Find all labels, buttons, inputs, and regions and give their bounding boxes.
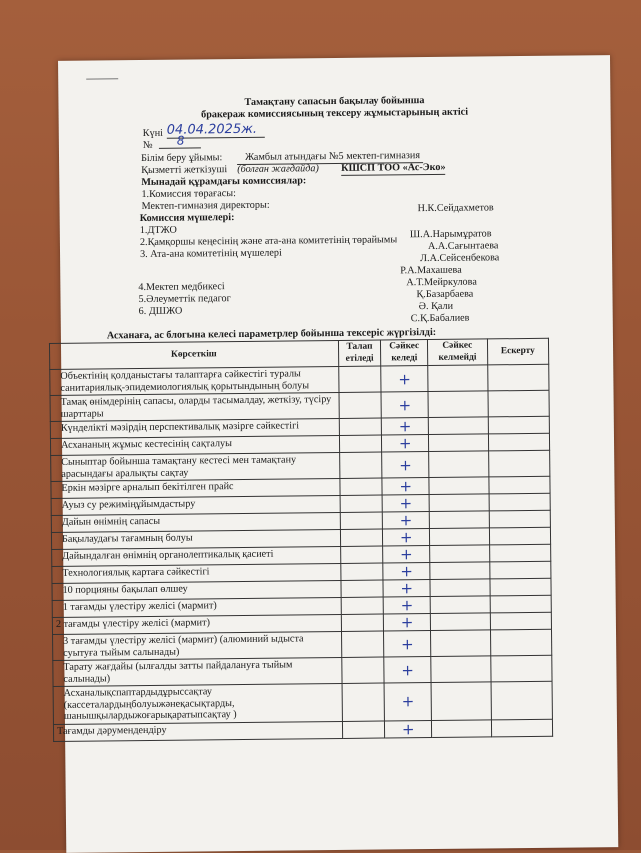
noncompliant-cell (431, 656, 491, 683)
compliant-check-mark: + (383, 563, 430, 580)
noncompliant-cell (428, 391, 488, 418)
composition-heading: Мынадай құрамдағы комиссиялар: (141, 175, 307, 189)
required-cell (340, 529, 383, 546)
org-label: Білім беру ұйымы: (140, 152, 223, 165)
header-noncompliant: Сәйкес келмейді (428, 339, 488, 366)
number-label: № (142, 139, 153, 152)
indicator-cell: Дайын өнімнің сапасы (51, 512, 340, 532)
note-cell (490, 629, 552, 656)
compliant-check-mark: + (384, 683, 431, 721)
director-label: Мектеп-гимназия директоры: (141, 199, 270, 213)
note-cell (488, 416, 550, 434)
header-indicator: Көрсеткіш (49, 340, 338, 369)
noncompliant-cell (428, 417, 488, 435)
indicator-cell: Технологиялық картаға сәйкестігі (52, 563, 341, 583)
date-value: 04.04.2025ж. (167, 122, 265, 139)
number-value: 8 (159, 133, 201, 148)
required-cell (340, 563, 383, 580)
note-cell (488, 390, 550, 417)
member-6-role: 6. ДШЖО (138, 305, 183, 318)
compliant-check-mark: + (383, 529, 430, 546)
header-note: Ескерту (487, 338, 549, 365)
header-required: Талап етіледі (338, 340, 381, 366)
note-cell (490, 595, 552, 613)
indicator-cell: 3 тағамды үлестіру желісі (мармит) (алюминий ыдыста суытуға тыйым салынады) (53, 631, 342, 660)
indicator-cell: Сыныптар бойынша тамақтану кестесі мен тамақтану арасындағы аралықты сақтау (51, 452, 340, 481)
table-row (53, 681, 552, 724)
indicator-cell: Асханалықспаптардыдұрыссақтау (кассеталардыңболуыжәнеқасықтарды, шанышқылардыжоғарықаратыпсақтау ) (53, 683, 342, 724)
compliant-check-mark: + (384, 631, 431, 657)
required-cell (341, 631, 384, 657)
indicator-cell: Күнделікті мәзірдің перспективалық мәзірге сәйкестігі (50, 418, 339, 438)
noncompliant-cell (429, 477, 489, 495)
compliant-check-mark: + (381, 392, 428, 418)
required-cell (339, 418, 382, 435)
note-cell (489, 578, 551, 596)
provider-note: (болған жағдайда) (237, 163, 319, 176)
note-cell (489, 561, 551, 579)
compliant-check-mark: + (383, 546, 430, 563)
indicator-cell: Асхананың жұмыс кестесінің сақталуы (50, 435, 339, 455)
indicator-cell: 1 тағамды үлестіру желісі (мармит) (52, 597, 341, 617)
compliant-check-mark: + (385, 720, 432, 737)
noncompliant-cell (430, 579, 490, 597)
compliant-check-mark: + (382, 452, 429, 478)
required-cell (341, 580, 384, 597)
member-4-role: 4.Мектеп медбикесі (138, 281, 225, 294)
required-cell (339, 478, 382, 495)
noncompliant-cell (430, 562, 490, 580)
compliant-check-mark: + (382, 495, 429, 512)
required-cell (338, 366, 381, 392)
indicator-cell: Дайындалған өнімнің органолептикалық қасиеті (52, 546, 341, 566)
required-cell (341, 657, 384, 683)
required-cell (342, 683, 385, 721)
noncompliant-cell (430, 596, 490, 614)
chair-label: 1.Комиссия төрағасы: (141, 188, 236, 201)
header-compliant: Сәйкес келеді (381, 340, 428, 366)
required-cell (339, 392, 382, 418)
org-value: Жамбыл атындағы №5 мектеп-гимназия (237, 150, 423, 165)
indicator-cell: Тамақ өнімдерінің сапасы, оларды тасымалдау, жеткізу, түсіру шарттары (50, 392, 339, 421)
compliant-check-mark: + (382, 478, 429, 495)
required-cell (341, 614, 384, 631)
title-line-1: Тамақтану сапасын бақылау бойынша (244, 95, 425, 108)
member-3-name-1: Л.А.Сейсенбекова (420, 252, 500, 265)
inspection-table (49, 338, 553, 742)
indicator-cell: Бақылаудағы тағамның болуы (51, 529, 340, 549)
indicator-cell: Тарату жағдайы (ылғалды затты пайдалануға тыйым салынады) (53, 657, 342, 686)
member-1-name: Ш.А.Нарымұратов (409, 228, 492, 241)
member-2-role: 2.Қамқоршы кеңесінің және ата-ана комитетінің төрайымы (139, 234, 398, 249)
provider-label: Қызметті жеткізуші (141, 164, 228, 177)
params-heading: Асханаға, ас блогына келесі параметрлер бойынша тексеріс жүргізілді: (106, 326, 437, 342)
director-name: Н.К.Сейдахметов (417, 202, 494, 215)
member-5-role: 5.Әлеуметтік педагог (138, 293, 231, 306)
provider-value: КШСП ТОО «Ас-Эко» (341, 161, 446, 174)
note-cell (489, 510, 551, 528)
note-cell (488, 433, 550, 451)
member-2-name: А.А.Сағынтаева (427, 240, 499, 253)
compliant-check-mark: + (383, 597, 430, 614)
member-4-name: А.Т.Мейркулова (406, 276, 477, 289)
document-page (55, 55, 618, 853)
member-1-role: 1.ДТЖО (139, 224, 177, 237)
note-cell (488, 476, 550, 494)
required-cell (341, 597, 384, 614)
member-3-role: 3. Ата-ана комитетінің мүшелері (139, 247, 282, 261)
note-cell (490, 612, 552, 630)
noncompliant-cell (429, 434, 489, 452)
indicator-cell: Объектінің қолданыстағы талаптарға сәйкестігі туралы санитариялық-эпидемиологиялық қорытындының болуы (50, 366, 339, 395)
note-cell (488, 450, 550, 477)
compliant-check-mark: + (381, 366, 428, 392)
compliant-check-mark: + (384, 657, 431, 683)
noncompliant-cell (431, 630, 491, 657)
member-6-name-1: Ә. Қали (418, 300, 454, 313)
note-cell (487, 364, 549, 391)
required-cell (340, 495, 383, 512)
noncompliant-cell (430, 613, 490, 631)
required-cell (340, 512, 383, 529)
member-6-name-2: С.Қ.Бабалиев (410, 312, 470, 325)
required-cell (342, 721, 385, 738)
member-5-name: Қ.Базарбаева (416, 288, 474, 301)
compliant-check-mark: + (384, 614, 431, 631)
indicator-cell: Ауыз су режиміңұйымдастыру (51, 495, 340, 515)
compliant-check-mark: + (383, 512, 430, 529)
noncompliant-cell (432, 719, 492, 737)
noncompliant-cell (429, 511, 489, 529)
noncompliant-cell (430, 545, 490, 563)
member-3-name-2: Р.А.Махашева (400, 264, 462, 277)
noncompliant-cell (430, 528, 490, 546)
required-cell (339, 435, 382, 452)
note-cell (489, 493, 551, 511)
noncompliant-cell (429, 494, 489, 512)
indicator-cell: 10 порцияны бақылап өлшеу (52, 580, 341, 600)
title-line-2: бракераж комиссиясының тексеру жұмыстарының актісі (201, 106, 469, 121)
noncompliant-cell (429, 451, 489, 478)
top-dash-line (86, 78, 118, 79)
note-cell (491, 681, 553, 719)
note-cell (489, 544, 551, 562)
compliant-check-mark: + (382, 435, 429, 452)
members-heading: Комиссия мүшелері: (139, 212, 235, 225)
required-cell (339, 452, 382, 478)
indicator-cell: Еркін мәзірге арналып бекітілген прайс (51, 478, 340, 498)
noncompliant-cell (431, 682, 491, 720)
noncompliant-cell (428, 365, 488, 392)
indicator-cell: 2 тағамды үлестіру желісі (мармит) (52, 614, 341, 634)
note-cell (491, 719, 553, 737)
compliant-check-mark: + (383, 580, 430, 597)
required-cell (340, 546, 383, 563)
indicator-cell: Тағамды дәрумендендіру (53, 721, 342, 741)
note-cell (489, 527, 551, 545)
date-label: Күні (142, 127, 164, 140)
note-cell (490, 655, 552, 682)
compliant-check-mark: + (382, 418, 429, 435)
